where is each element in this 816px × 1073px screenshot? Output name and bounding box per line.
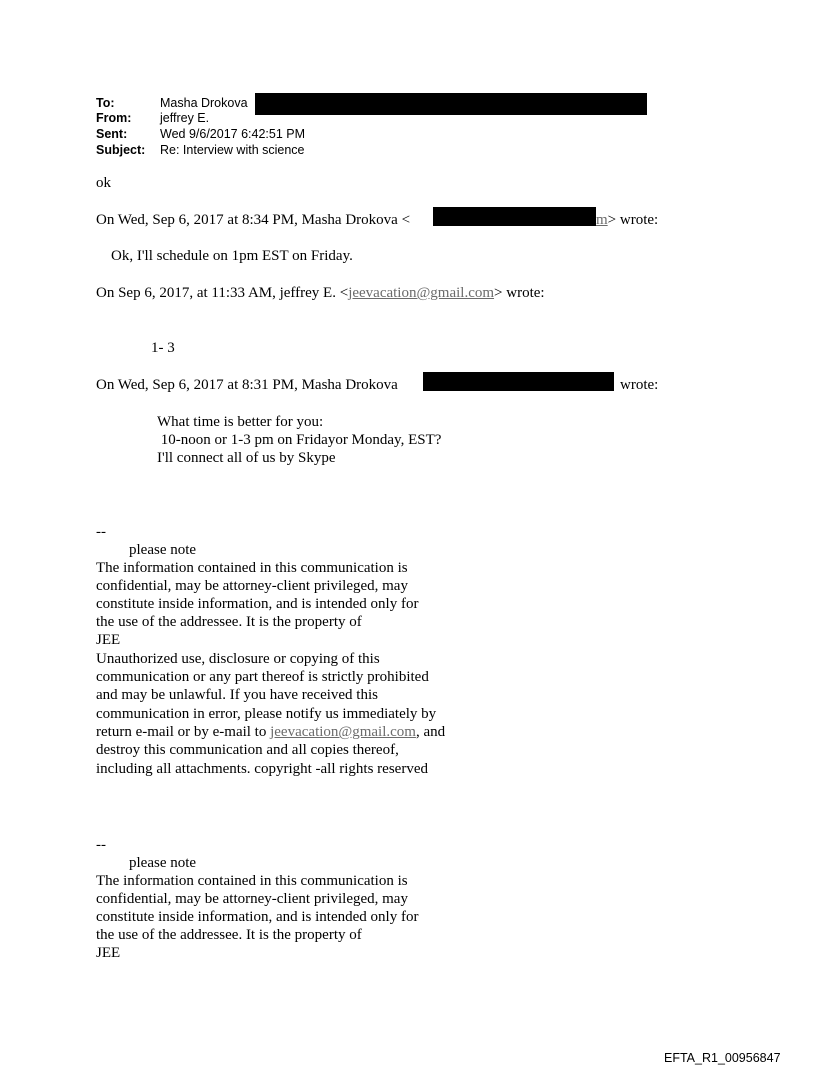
- disclaimer-note: please note: [129, 855, 197, 871]
- quote2-suffix: > wrote:: [494, 285, 545, 301]
- quote1-prefix: On Wed, Sep 6, 2017 at 8:34 PM, Masha Drokova <: [96, 212, 411, 228]
- quote3-line: I'll connect all of us by Skype: [157, 450, 336, 466]
- disclaimer-email-link[interactable]: jeevacation@gmail.com: [270, 724, 416, 740]
- quote1-attribution: [96, 212, 410, 229]
- disclaimer-line: confidential, may be attorney-client privileged, may: [96, 891, 408, 907]
- quote3-line: 10-noon or 1-3 pm on Fridayor Monday, EST?: [157, 432, 442, 448]
- quote3-suffix: wrote:: [620, 377, 659, 393]
- quote3-line: What time is better for you:: [157, 414, 324, 430]
- quote1-link-tail[interactable]: m: [596, 212, 608, 228]
- quote1-suffix: > wrote:: [607, 212, 659, 228]
- disclaimer-line: JEE: [96, 632, 121, 648]
- quote2-attribution: [96, 285, 545, 302]
- redaction-bar: [423, 372, 614, 391]
- disclaimer-line: and may be unlawful. If you have received this: [96, 687, 378, 703]
- disclaimer-line: The information contained in this communication is: [96, 873, 408, 889]
- disclaimer-line: JEE: [96, 945, 121, 961]
- quote1-attribution-end: [596, 212, 658, 229]
- disclaimer-email-suffix: , and: [415, 724, 446, 740]
- disclaimer-line: constitute inside information, and is intended only for: [96, 596, 419, 612]
- redaction-bar: [433, 207, 596, 226]
- signature-dash: --: [96, 837, 106, 853]
- to-label: To:: [96, 96, 115, 110]
- disclaimer-line: communication or any part thereof is strictly prohibited: [96, 669, 429, 685]
- disclaimer-email-prefix: return e-mail or by e-mail to: [96, 724, 271, 740]
- quote2-prefix: On Sep 6, 2017, at 11:33 AM, jeffrey E. <: [96, 285, 349, 301]
- disclaimer-line: constitute inside information, and is intended only for: [96, 909, 419, 925]
- from-label: From:: [96, 111, 132, 125]
- disclaimer-line: confidential, may be attorney-client privileged, may: [96, 578, 408, 594]
- sent-label: Sent:: [96, 127, 128, 141]
- disclaimer-line: The information contained in this communication is: [96, 560, 408, 576]
- disclaimer-line: the use of the addressee. It is the property of: [96, 927, 362, 943]
- reply-text: ok: [96, 175, 111, 191]
- quote2-text: 1- 3: [151, 340, 175, 356]
- quote3-prefix: On Wed, Sep 6, 2017 at 8:31 PM, Masha Drokova: [96, 377, 398, 393]
- to-value: Masha Drokova: [160, 96, 248, 110]
- disclaimer-line: destroy this communication and all copies thereof,: [96, 742, 399, 758]
- redaction-bar: [255, 93, 647, 115]
- subject-value: Re: Interview with science: [160, 143, 305, 157]
- sent-value: Wed 9/6/2017 6:42:51 PM: [160, 127, 306, 141]
- subject-label: Subject:: [96, 143, 146, 157]
- disclaimer-line: the use of the addressee. It is the property of: [96, 614, 362, 630]
- quote1-text: Ok, I'll schedule on 1pm EST on Friday.: [111, 248, 353, 264]
- quote2-email-link[interactable]: jeevacation@gmail.com: [348, 285, 495, 301]
- disclaimer-note: please note: [129, 542, 197, 558]
- disclaimer-line: including all attachments. copyright -all rights reserved: [96, 761, 428, 777]
- disclaimer-line: communication in error, please notify us immediately by: [96, 706, 437, 722]
- disclaimer-line: Unauthorized use, disclosure or copying of this: [96, 651, 380, 667]
- document-id: EFTA_R1_00956847: [664, 1051, 781, 1065]
- signature-dash: --: [96, 524, 106, 540]
- from-value: jeffrey E.: [160, 111, 210, 125]
- disclaimer-email-line: [96, 724, 445, 741]
